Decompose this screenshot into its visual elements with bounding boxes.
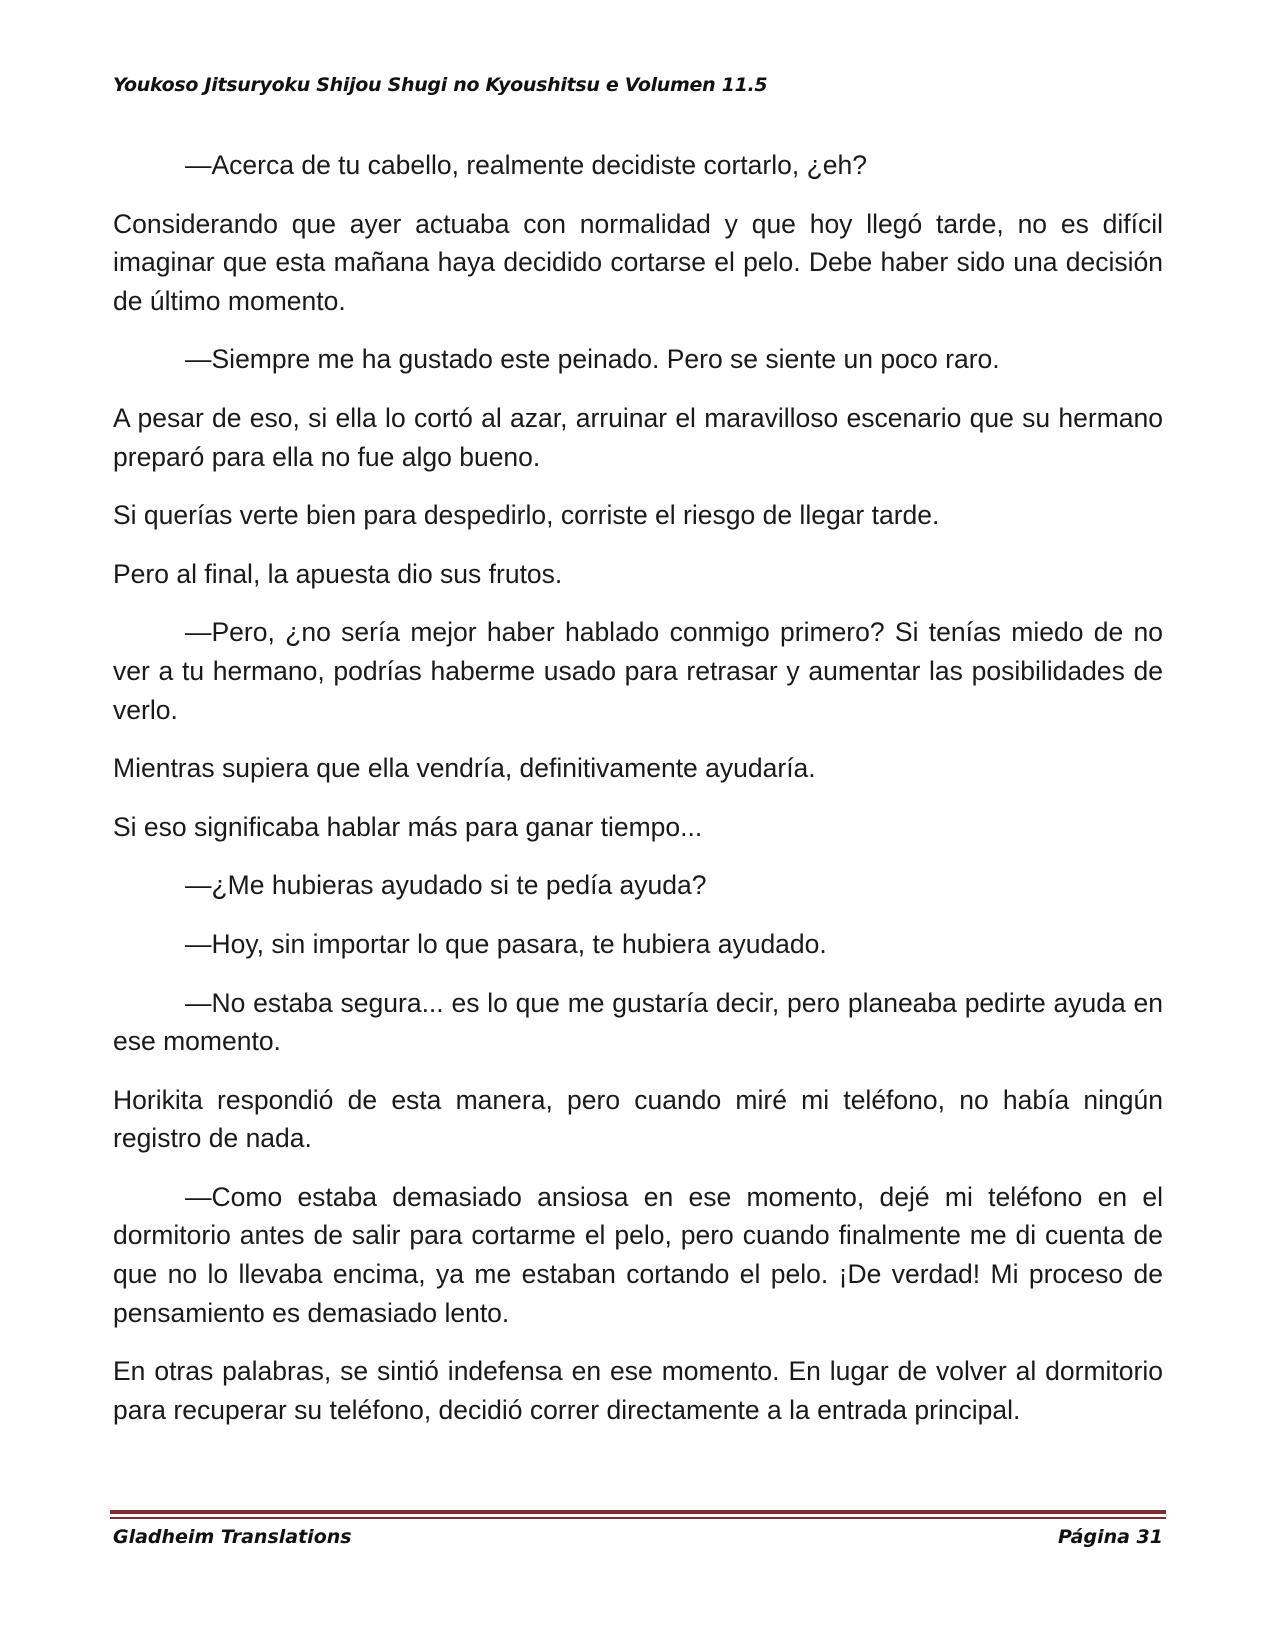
footer-divider-thin: [110, 1517, 1166, 1519]
footer-publisher: Gladheim Translations: [113, 1526, 352, 1548]
paragraph: En otras palabras, se sintió indefensa en ese momento. En lugar de volver al dormitorio para recuperar su teléfono, decidió correr directamente a la entrada principal.: [113, 1356, 1163, 1425]
paragraph: A pesar de eso, si ella lo cortó al azar, arruinar el maravilloso escenario que su hermano preparó para ella no fue algo bueno.: [113, 402, 1163, 472]
paragraph: —No estaba segura... es lo que me gustaría decir, pero planeaba pedirte ayuda en ese momento.: [113, 987, 1163, 1057]
footer-divider: [110, 1510, 1166, 1514]
paragraph: Considerando que ayer actuaba con normalidad y que hoy llegó tarde, no es difícil imaginar que esta mañana haya decidido cortarse el pelo. Debe haber sido una decisión de último momento.: [113, 208, 1163, 316]
footer-page-number: Página 31: [1057, 1526, 1163, 1548]
paragraph: —Acerca de tu cabello, realmente decidiste cortarlo, ¿eh?: [185, 150, 867, 180]
paragraph: Si querías verte bien para despedirlo, corriste el riesgo de llegar tarde.: [113, 500, 940, 531]
paragraph: —Como estaba demasiado ansiosa en ese momento, dejé mi teléfono en el dormitorio antes de salir para cortarme el pelo, pero cuando finalmente me di cuenta de que no lo llevaba encima, ya me estaban cortando el pelo. ¡De verdad! Mi proceso de pensamiento es demasiado lento.: [113, 1181, 1163, 1328]
paragraph: Si eso significaba hablar más para ganar tiempo...: [113, 811, 703, 842]
paragraph: Horikita respondió de esta manera, pero cuando miré mi teléfono, no había ningún registro de nada.: [113, 1084, 1163, 1154]
paragraph: —Pero, ¿no sería mejor haber hablado conmigo primero? Si tenías miedo de no ver a tu hermano, podrías haberme usado para retrasar y aumentar las posibilidades de verlo.: [113, 617, 1163, 725]
page-header-title: Youkoso Jitsuryoku Shijou Shugi no Kyoushitsu e Volumen 11.5: [113, 74, 768, 96]
paragraph: —Hoy, sin importar lo que pasara, te hubiera ayudado.: [185, 928, 827, 959]
paragraph: Pero al final, la apuesta dio sus frutos.: [113, 558, 563, 589]
paragraph: Mientras supiera que ella vendría, definitivamente ayudaría.: [113, 753, 816, 784]
paragraph: —¿Me hubieras ayudado si te pedía ayuda?: [185, 870, 707, 901]
paragraph: —Siempre me ha gustado este peinado. Pero se siente un poco raro.: [185, 344, 1000, 375]
body-text: [113, 146, 1163, 1449]
